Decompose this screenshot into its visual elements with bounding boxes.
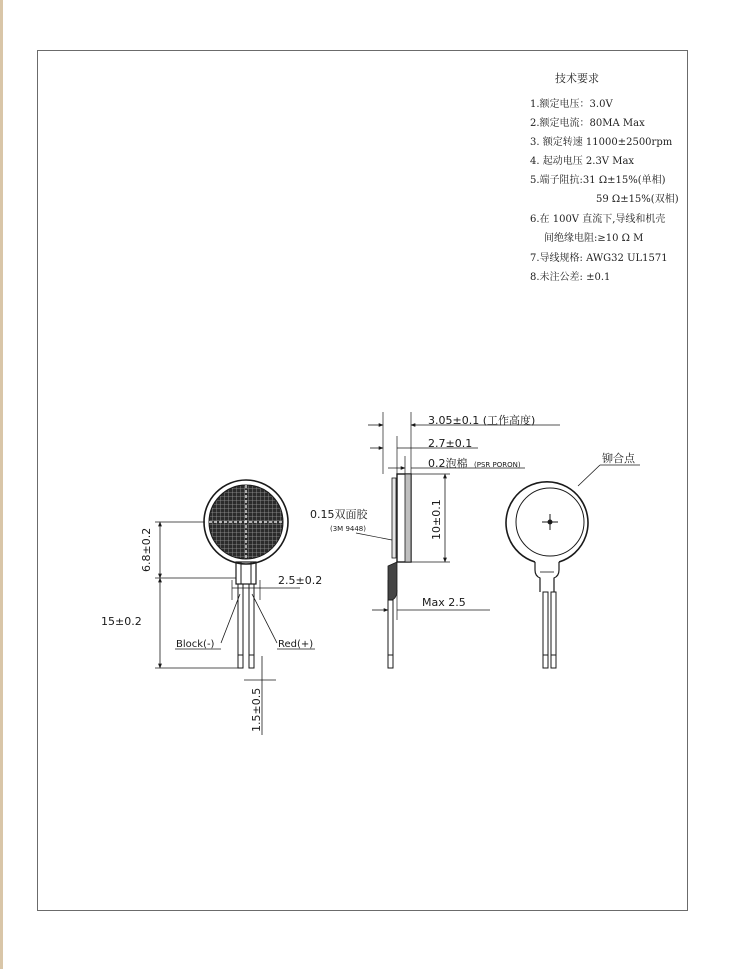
spec-line: 7.导线规格: AWG32 UL1571 [530, 253, 668, 264]
rivet-label: 铆合点 [602, 452, 635, 465]
spec-line: 2.额定电流：80MA Max [530, 118, 645, 129]
spec-line: 5.端子阻抗:31 Ω±15%(单相) [530, 175, 666, 186]
lead-bend [388, 562, 397, 600]
dim-lead-strip: 1.5±0.5 [250, 687, 263, 732]
spec-line: 间绝缘电阻:≥10 Ω M [544, 233, 644, 244]
dim-total-length: 15±0.2 [101, 615, 142, 628]
spec-line: 6.在 100V 直流下,导线和机壳 [530, 214, 666, 225]
side-wire [388, 600, 393, 668]
adhesive-label: 0.15双面胶 [310, 508, 368, 521]
foam-note: (PSR PORON) [474, 461, 521, 469]
spec-line: 59 Ω±15%(双相) [596, 194, 679, 205]
back-wire-left [543, 592, 548, 668]
front-view [155, 480, 315, 735]
dim-diameter: 10±0.1 [430, 499, 443, 540]
spec-line: 3. 额定转速 11000±2500rpm [530, 137, 673, 148]
spec-title: 技术要求 [555, 72, 599, 85]
spec-line: 1.额定电压：3.0V [530, 99, 613, 110]
adhesive-note: (3M 9448) [330, 525, 366, 533]
spec-line: 8.未注公差: ±0.1 [530, 272, 611, 283]
back-view [506, 465, 640, 668]
side-view [356, 412, 560, 668]
dim-lead-spacing: 2.5±0.2 [278, 574, 323, 587]
foam-layer [405, 474, 411, 562]
wire-black-label: Block(-) [176, 639, 215, 650]
dim-foam: 0.2泡棉 [428, 457, 468, 470]
dim-max: Max 2.5 [422, 596, 466, 609]
dim-height-top: 6.8±0.2 [140, 527, 153, 572]
lead-tab [236, 562, 256, 584]
dim-working-height: 3.05±0.1 (工作高度) [428, 414, 536, 427]
adhesive-layer [392, 478, 396, 558]
dim-body-thickness: 2.7±0.1 [428, 437, 473, 450]
back-wire-right [551, 592, 556, 668]
spec-line: 4. 起动电压 2.3V Max [530, 156, 635, 167]
wire-red-label: Red(+) [278, 639, 314, 650]
